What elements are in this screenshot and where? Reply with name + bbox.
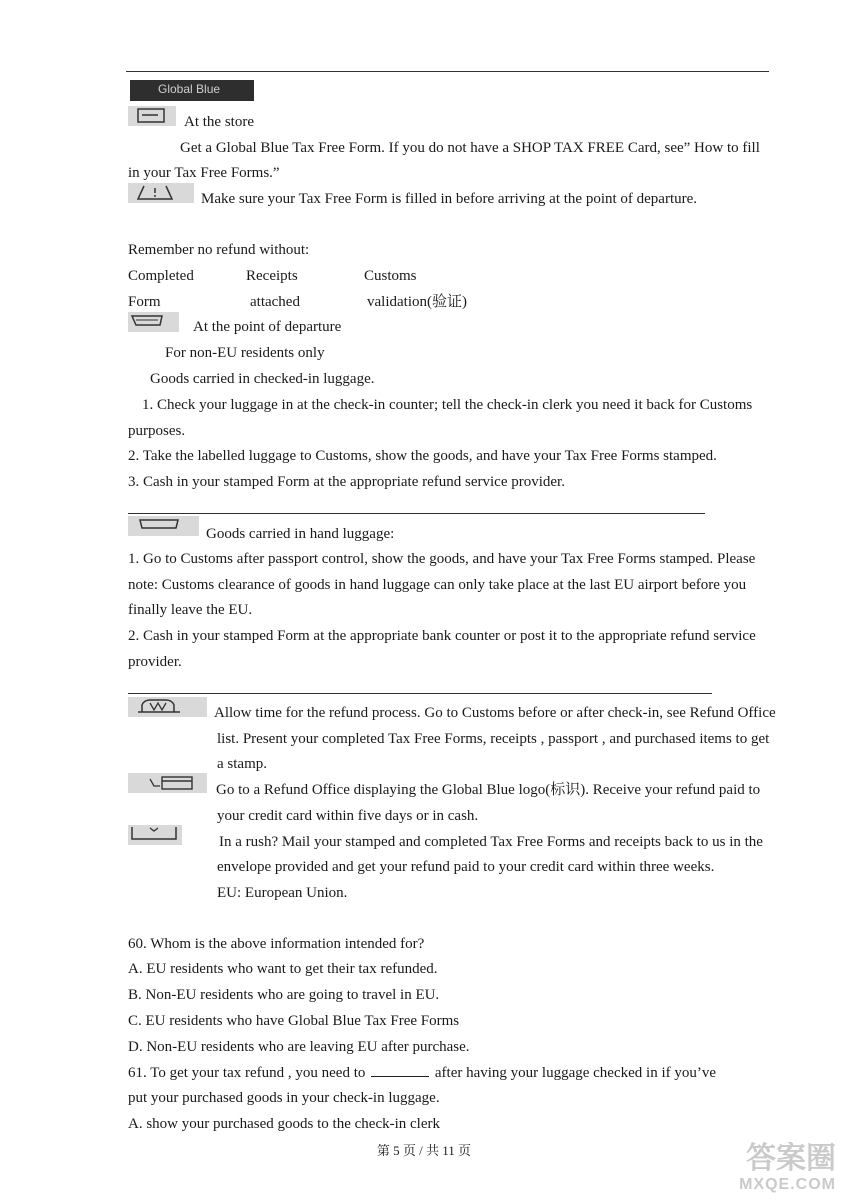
question-61-prefix: 61. To get your tax refund , you need to: [128, 1065, 366, 1081]
hand-step-1b: note: Customs clearance of goods in hand luggage can only take place at the last EU airport before you: [128, 577, 747, 593]
section-divider-1: [128, 513, 705, 514]
allow-time-line-c: a stamp.: [217, 756, 267, 772]
watermark: [739, 1142, 836, 1194]
checked-in-step-2: 2. Take the labelled luggage to Customs, show the goods, and have your Tax Free Forms stamped.: [128, 448, 717, 464]
non-eu-line: For non-EU residents only: [165, 345, 325, 361]
rush-line-a: In a rush? Mail your stamped and completed Tax Free Forms and receipts back to us in the: [219, 834, 763, 850]
hand-luggage-icon: [128, 516, 199, 536]
section-divider-2: [128, 693, 712, 694]
question-60-option-b: B. Non-EU residents who are going to travel in EU.: [128, 987, 440, 1003]
eu-note: EU: European Union.: [217, 885, 348, 901]
hand-step-1c: finally leave the EU.: [128, 602, 253, 618]
question-60-option-d: D. Non-EU residents who are leaving EU after purchase.: [128, 1039, 470, 1055]
at-store-heading: At the store: [184, 114, 254, 130]
get-form-line-1: Get a Global Blue Tax Free Form. If you do not have a SHOP TAX FREE Card, see” How to fill: [180, 140, 760, 156]
requirement-col2-b: attached: [250, 294, 300, 310]
requirement-col1-a: Completed: [128, 268, 194, 284]
allow-time-line-a: Allow time for the refund process. Go to Customs before or after check-in, see Refund Office: [214, 705, 776, 721]
rush-line-b: envelope provided and get your refund paid to your credit card within three weeks.: [217, 859, 715, 875]
requirement-col3-b: validation(验证): [367, 294, 467, 310]
alert-icon: [128, 183, 194, 203]
checked-in-step-1a: 1. Check your luggage in at the check-in counter; tell the check-in clerk you need it back for Customs: [142, 397, 753, 413]
question-61-stem: [128, 1062, 716, 1083]
question-60: 60. Whom is the above information intended for?: [128, 936, 425, 952]
customs-icon: [128, 697, 207, 717]
watermark-bottom: MXQE.COM: [739, 1176, 836, 1193]
global-blue-logo: [130, 80, 254, 101]
answer-blank: [371, 1062, 429, 1077]
hand-step-1a: 1. Go to Customs after passport control, show the goods, and have your Tax Free Forms stamped. Please: [128, 551, 756, 567]
departure-heading: At the point of departure: [193, 319, 342, 335]
requirement-col3-a: Customs: [364, 268, 417, 284]
watermark-top: 答案圈: [746, 1142, 836, 1175]
checked-in-heading: Goods carried in checked-in luggage.: [150, 371, 375, 387]
requirement-col1-b: Form: [128, 294, 161, 310]
card-icon: [128, 773, 207, 793]
checked-in-step-3: 3. Cash in your stamped Form at the appropriate refund service provider.: [128, 474, 565, 490]
get-form-line-2: in your Tax Free Forms.”: [128, 165, 280, 181]
allow-time-line-b: list. Present your completed Tax Free Forms, receipts , passport , and purchased items to get: [217, 731, 770, 747]
hand-step-2a: 2. Cash in your stamped Form at the appropriate bank counter or post it to the appropriate refund service: [128, 628, 756, 644]
remember-line: Remember no refund without:: [128, 242, 310, 258]
logo-text: Global Blue: [158, 82, 221, 96]
question-61-option-a: A. show your purchased goods to the check-in clerk: [128, 1116, 440, 1132]
header-rule: [126, 71, 769, 72]
page-footer: 第 5 页 / 共 11 页: [376, 1143, 472, 1158]
refund-office-line-a: Go to a Refund Office displaying the Global Blue logo(标识). Receive your refund paid to: [216, 782, 761, 798]
question-61-suffix: after having your luggage checked in if you’ve: [434, 1065, 717, 1081]
checked-in-step-1b: purposes.: [128, 423, 186, 439]
refund-office-line-b: your credit card within five days or in cash.: [217, 808, 479, 824]
hand-step-2b: provider.: [128, 654, 182, 670]
envelope-icon: [128, 825, 182, 845]
requirement-col2-a: Receipts: [246, 268, 298, 284]
question-60-option-c: C. EU residents who have Global Blue Tax Free Forms: [128, 1013, 460, 1029]
question-60-option-a: A. EU residents who want to get their tax refunded.: [128, 961, 438, 977]
question-61-stem-cont: put your purchased goods in your check-in luggage.: [128, 1090, 440, 1106]
make-sure-line: Make sure your Tax Free Form is filled in before arriving at the point of departure.: [201, 191, 698, 207]
departure-icon: [128, 312, 179, 332]
store-icon: [128, 106, 176, 126]
hand-luggage-heading: Goods carried in hand luggage:: [206, 526, 395, 542]
